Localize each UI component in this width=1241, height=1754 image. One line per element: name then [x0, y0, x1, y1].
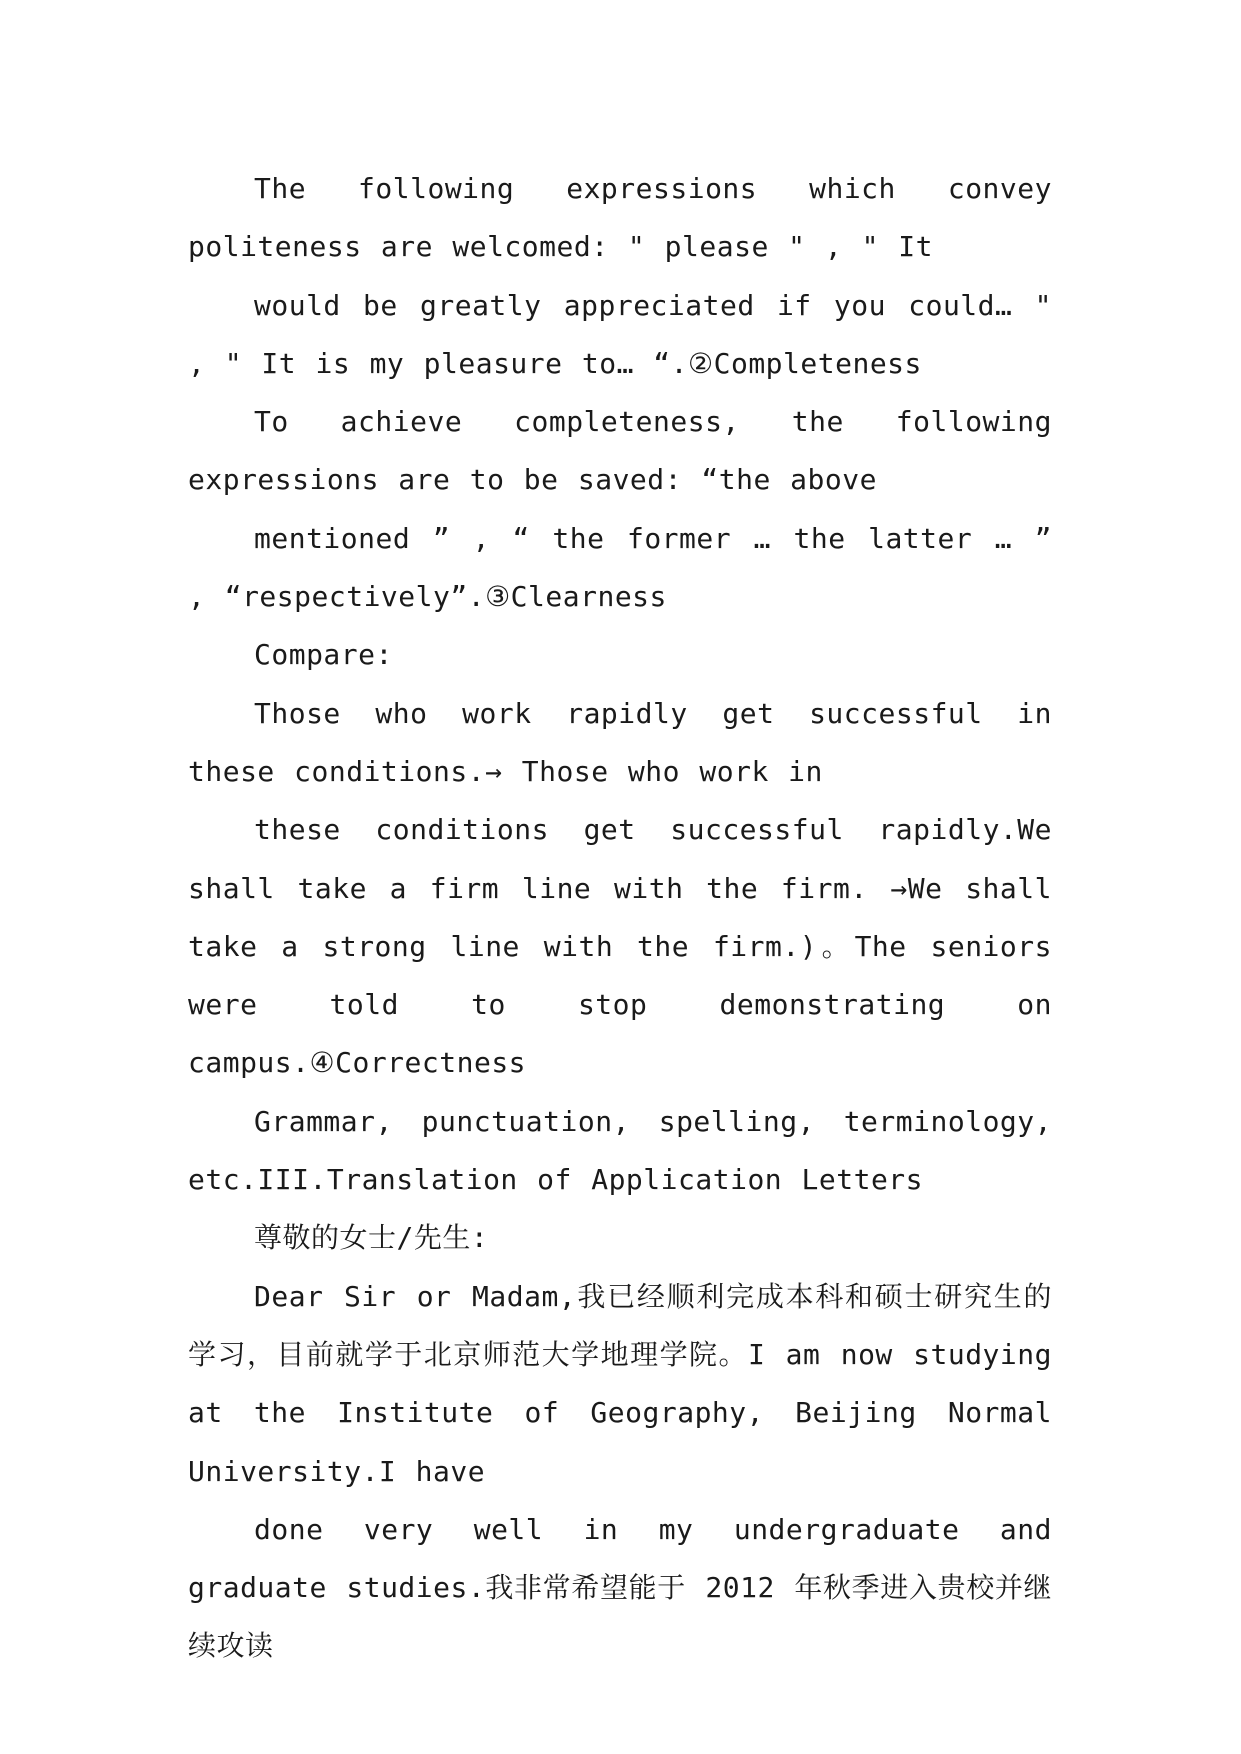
paragraph-completeness-heading: would be greatly appreciated if you could… " , " It is my pleasure to… “.②Completeness	[188, 288, 1052, 380]
paragraph-politeness-expressions: The following expressions which convey politeness are welcomed: " please " , " It	[188, 172, 1052, 264]
paragraph-compare-example-1: Those who work rapidly get successful in these conditions.→ Those who work in	[188, 696, 1052, 788]
paragraph-letter-salutation-cn: 尊敬的女士/先生:	[254, 1221, 489, 1255]
paragraph-letter-intro: Dear Sir or Madam,我已经顺利完成本科和硕士研究生的学习，目前就学于北京师范大学地理学院。I am now studying at the Institute of Geography, Beijing Normal University.I have	[188, 1279, 1052, 1488]
paragraph-compare-example-2: these conditions get successful rapidly.We shall take a firm line with the firm. →We shall take a strong line with the firm.)。The seniors were told to stop demonstrating on campus.④Correctness	[188, 813, 1052, 1080]
paragraph-letter-studies: done very well in my undergraduate and graduate studies.我非常希望能于 2012 年秋季进入贵校并继续攻读	[188, 1512, 1052, 1663]
paragraph-completeness-expressions: To achieve completeness, the following expressions are to be saved: “the above	[188, 405, 1052, 497]
paragraph-compare-label: Compare:	[254, 638, 393, 672]
paragraph-clearness-heading: mentioned ” , “ the former … the latter … ” , “respectively”.③Clearness	[188, 521, 1052, 614]
document-body	[188, 160, 1052, 1676]
paragraph-correctness-items: Grammar, punctuation, spelling, terminology, etc.III.Translation of Application Letters	[188, 1104, 1052, 1197]
